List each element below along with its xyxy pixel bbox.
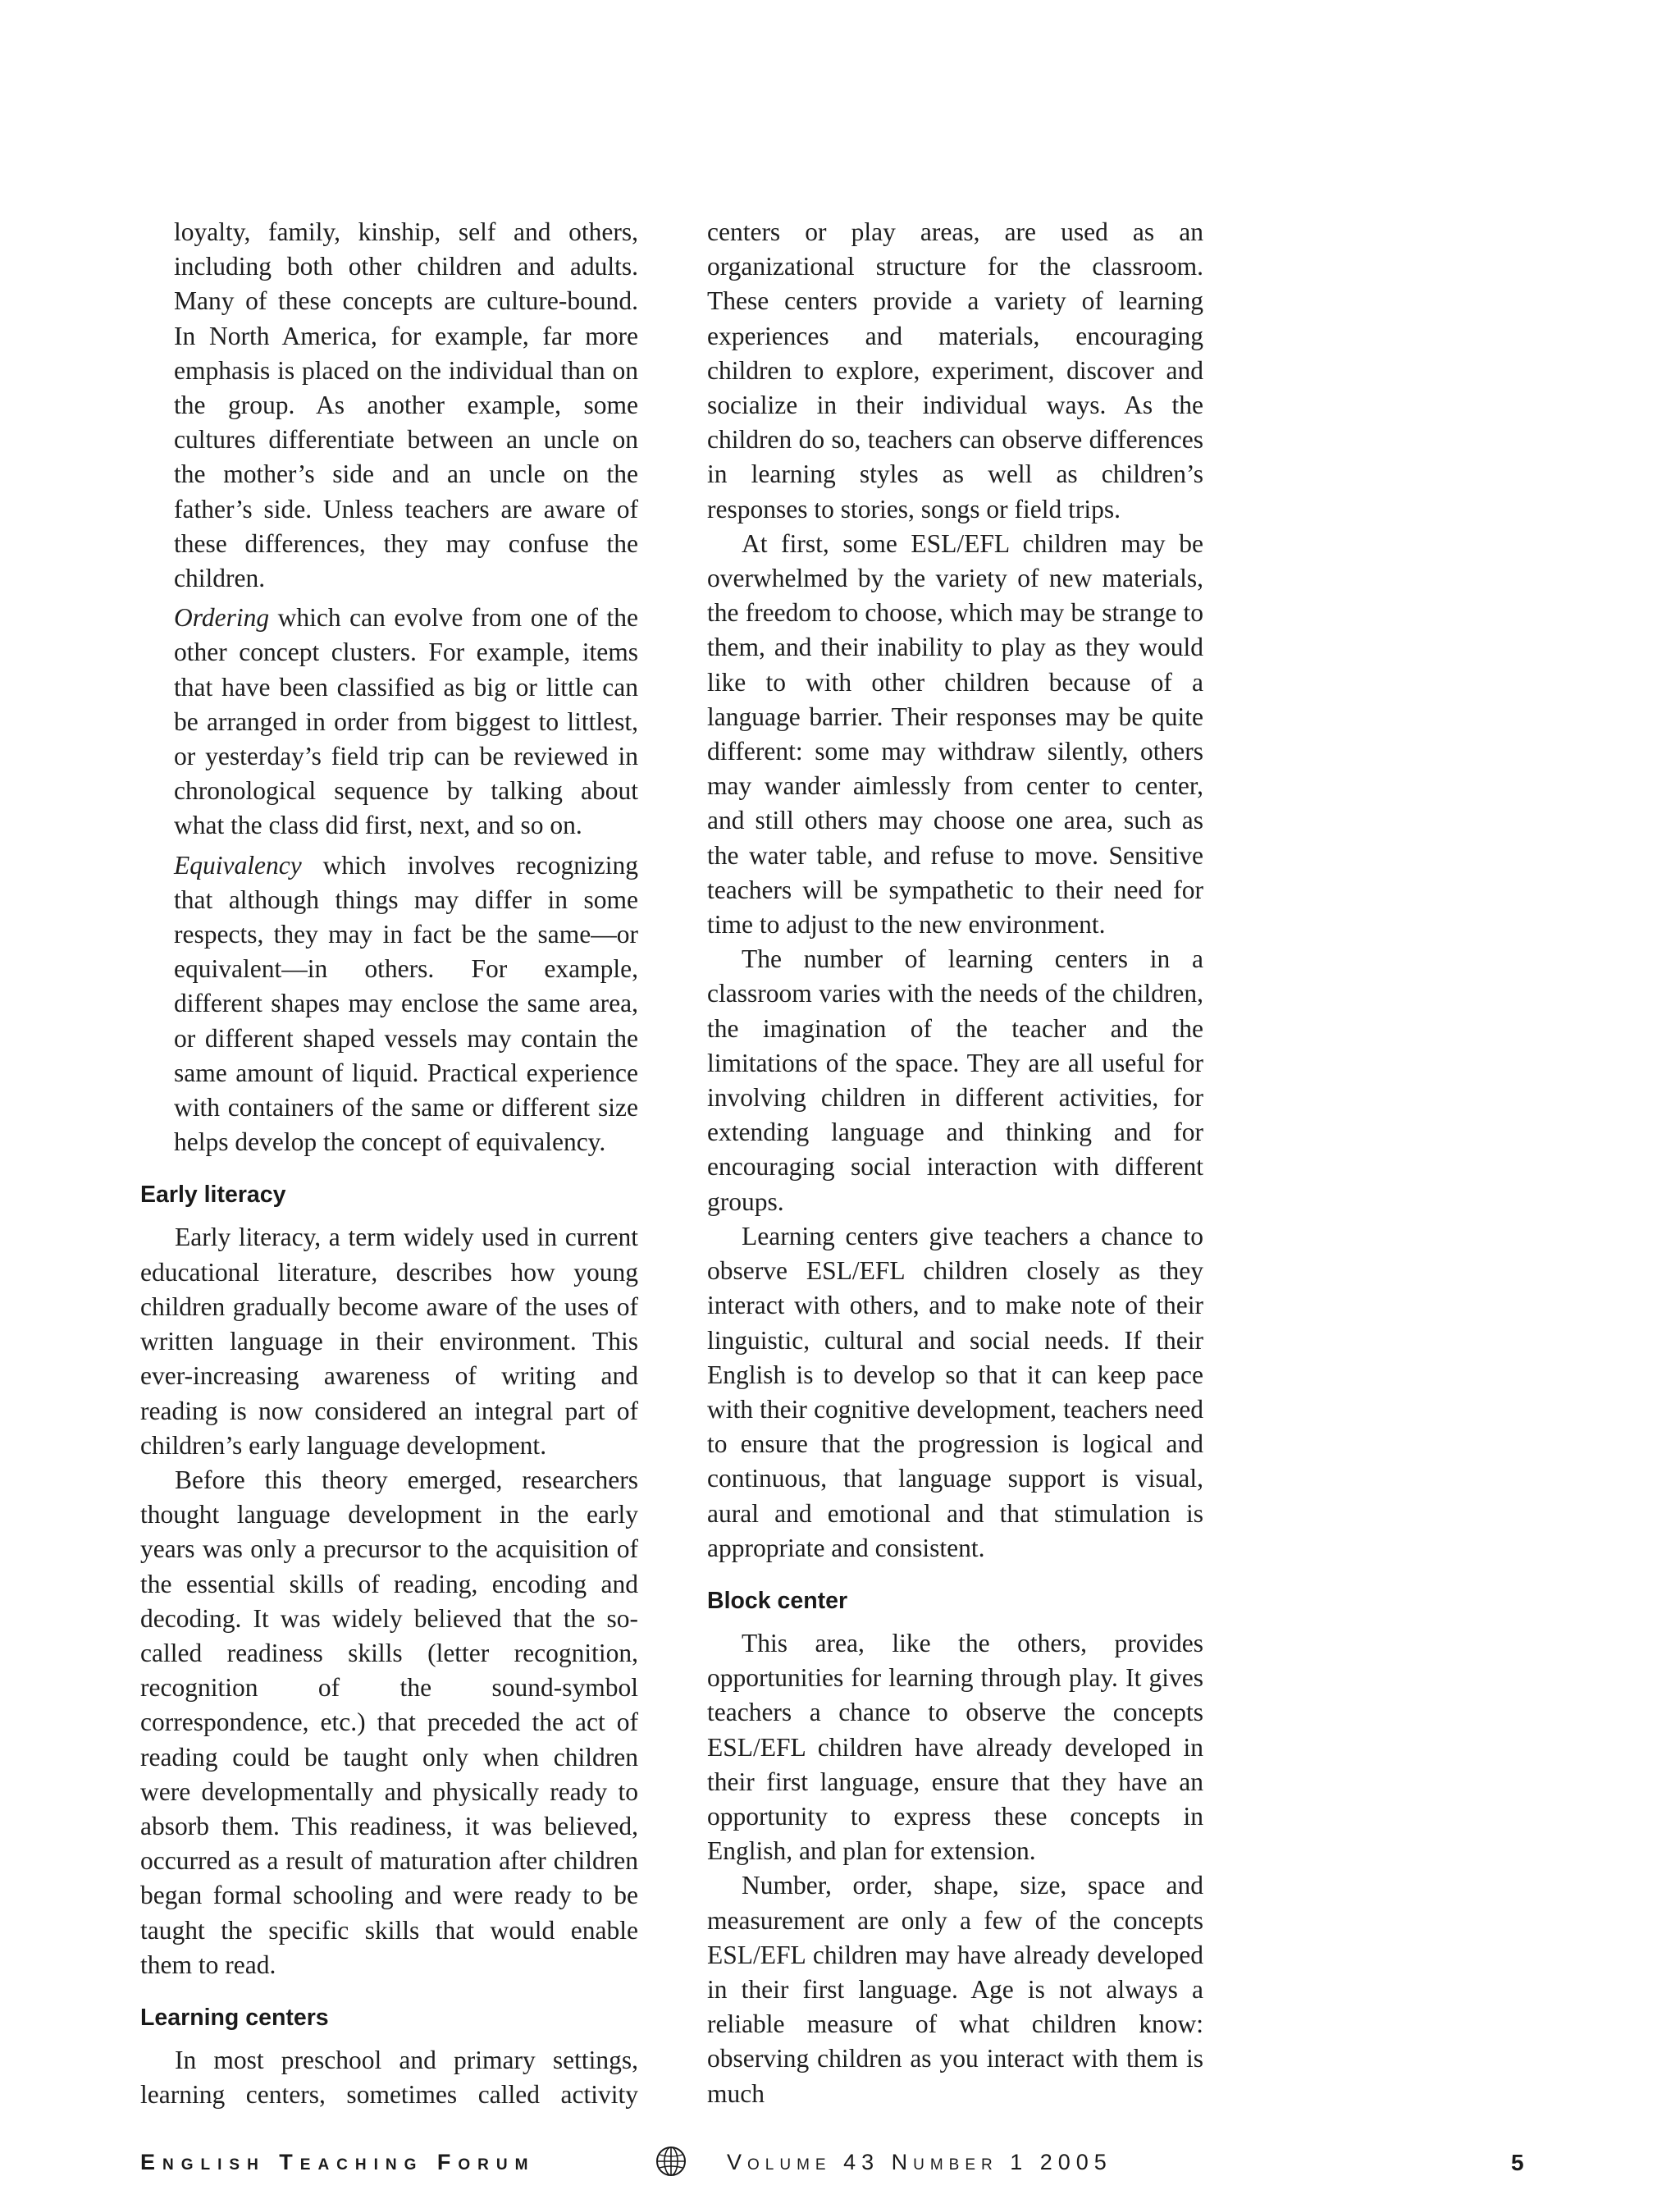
paragraph: The number of learning centers in a classroom varies with the needs of the children, the imagination of the teacher and the limitations of the space. They are all useful for involving children in different activities, for extending language and thinking and for encouraging social interaction with different groups. [707,944,1203,1216]
paragraph: This area, like the others, provides opportunities for learning through play. It gives teachers a chance to observe the concepts ESL/EFL children have already developed in their first language, ensure that they have an opportunity to express these concepts in English, and plan for extension. [707,1628,1203,1866]
ordering-text: which can evolve from one of the other concept clusters. For example, items that have been classified as big or little can be arranged in order from biggest to littlest, or yesterday’s field trip can be reviewed in chronological sequence by talking about what the class did first, next, and so on. [174,603,638,840]
left-column [140,215,638,2112]
concept-loyalty-continued: loyalty, family, kinship, self and others, including both other children and adults. Many of these concepts are culture-bound. In North America, for example, far more emphasis is placed on the individual than on the group. As another example, some cultures differentiate between an uncle on the mother’s side and an uncle on the father’s side. Unless teachers are aware of these differences, they may confuse the children. [174,217,638,593]
paragraph: Learning centers give teachers a chance to observe ESL/EFL children closely as they interact with others, and to make note of their linguistic, cultural and social needs. If their English is to develop so that it can keep pace with their cognitive development, teachers need to ensure that the progression is logical and continuous, that language support is visual, aural and emotional and that stimulation is appropriate and consistent. [707,1221,1203,1562]
paragraph: At first, some ESL/EFL children may be overwhelmed by the variety of new materials, the freedom to choose, which may be strange to them, and their inability to play as they would like to with other children because of a language barrier. Their responses may be quite different: some may withdraw silently, others may wander aimlessly from center to center, and still others may choose one area, such as the water table, and refuse to move. Sensitive teachers will be sympathetic to their need for time to adjust to the new environment. [707,528,1203,940]
right-column [707,215,1203,2111]
heading-learning-centers: Learning centers [140,2004,329,2031]
heading-early-literacy: Early literacy [140,1182,286,1209]
paragraph: In most preschool and primary settings, learning centers, sometimes called activity [140,2045,638,2110]
term-equivalency: Equivalency [174,850,302,880]
concept-ordering [140,601,638,843]
globe-icon [655,2145,687,2178]
term-ordering: Ordering [174,603,270,633]
paragraph-continued: centers or play areas, are used as an organizational structure for the classroom. These centers provide a variety of learning experiences and materials, encouraging children to explore, experiment, discover and socialize in their individual ways. As the children do so, teachers can observe differences in learning styles as well as children’s responses to stories, songs or field trips. [707,217,1203,523]
paragraph: Before this theory emerged, researchers thought language development in the early years was only a precursor to the acquisition of the essential skills of reading, encoding and decoding. It was widely believed that the so-called readiness skills (letter recognition, recognition of the sound-symbol correspondence, etc.) that preceded the act of reading could be taught only when children were developmentally and physically ready to absorb them. This readiness, it was believed, occurred as a result of maturation after children began formal schooling and were ready to be taught the specific skills that would enable them to read. [140,1465,638,1979]
paragraph: Number, order, shape, size, space and measurement are only a few of the concepts ESL/EFL children may have already developed in their first language. Age is not always a reliable measure of what children know: observing children as you interact with them is much [707,1871,1203,2108]
page-number: 5 [1511,2150,1524,2175]
paragraph: Early literacy, a term widely used in current educational literature, describes how young children gradually become aware of the uses of written language in their environment. This ever-increasing awareness of writing and reading is now considered an integral part of children’s early language development. [140,1223,638,1460]
concept-equivalency [140,848,638,1160]
footer-volume-info: Volume 43 Number 1 2005 [727,2150,1112,2174]
page-footer [0,2150,1680,2183]
heading-block-center: Block center [707,1587,848,1614]
equivalency-text: which involves recognizing that although things may differ in some respects, they may in fact be the same—or equivalent—in others. For example, different shapes may enclose the same area, or different shaped vessels may contain the same amount of liquid. Practical experience with containers of the same or different size helps develop the concept of equivalency. [174,850,638,1157]
footer-journal-title: English Teaching Forum [140,2150,536,2174]
